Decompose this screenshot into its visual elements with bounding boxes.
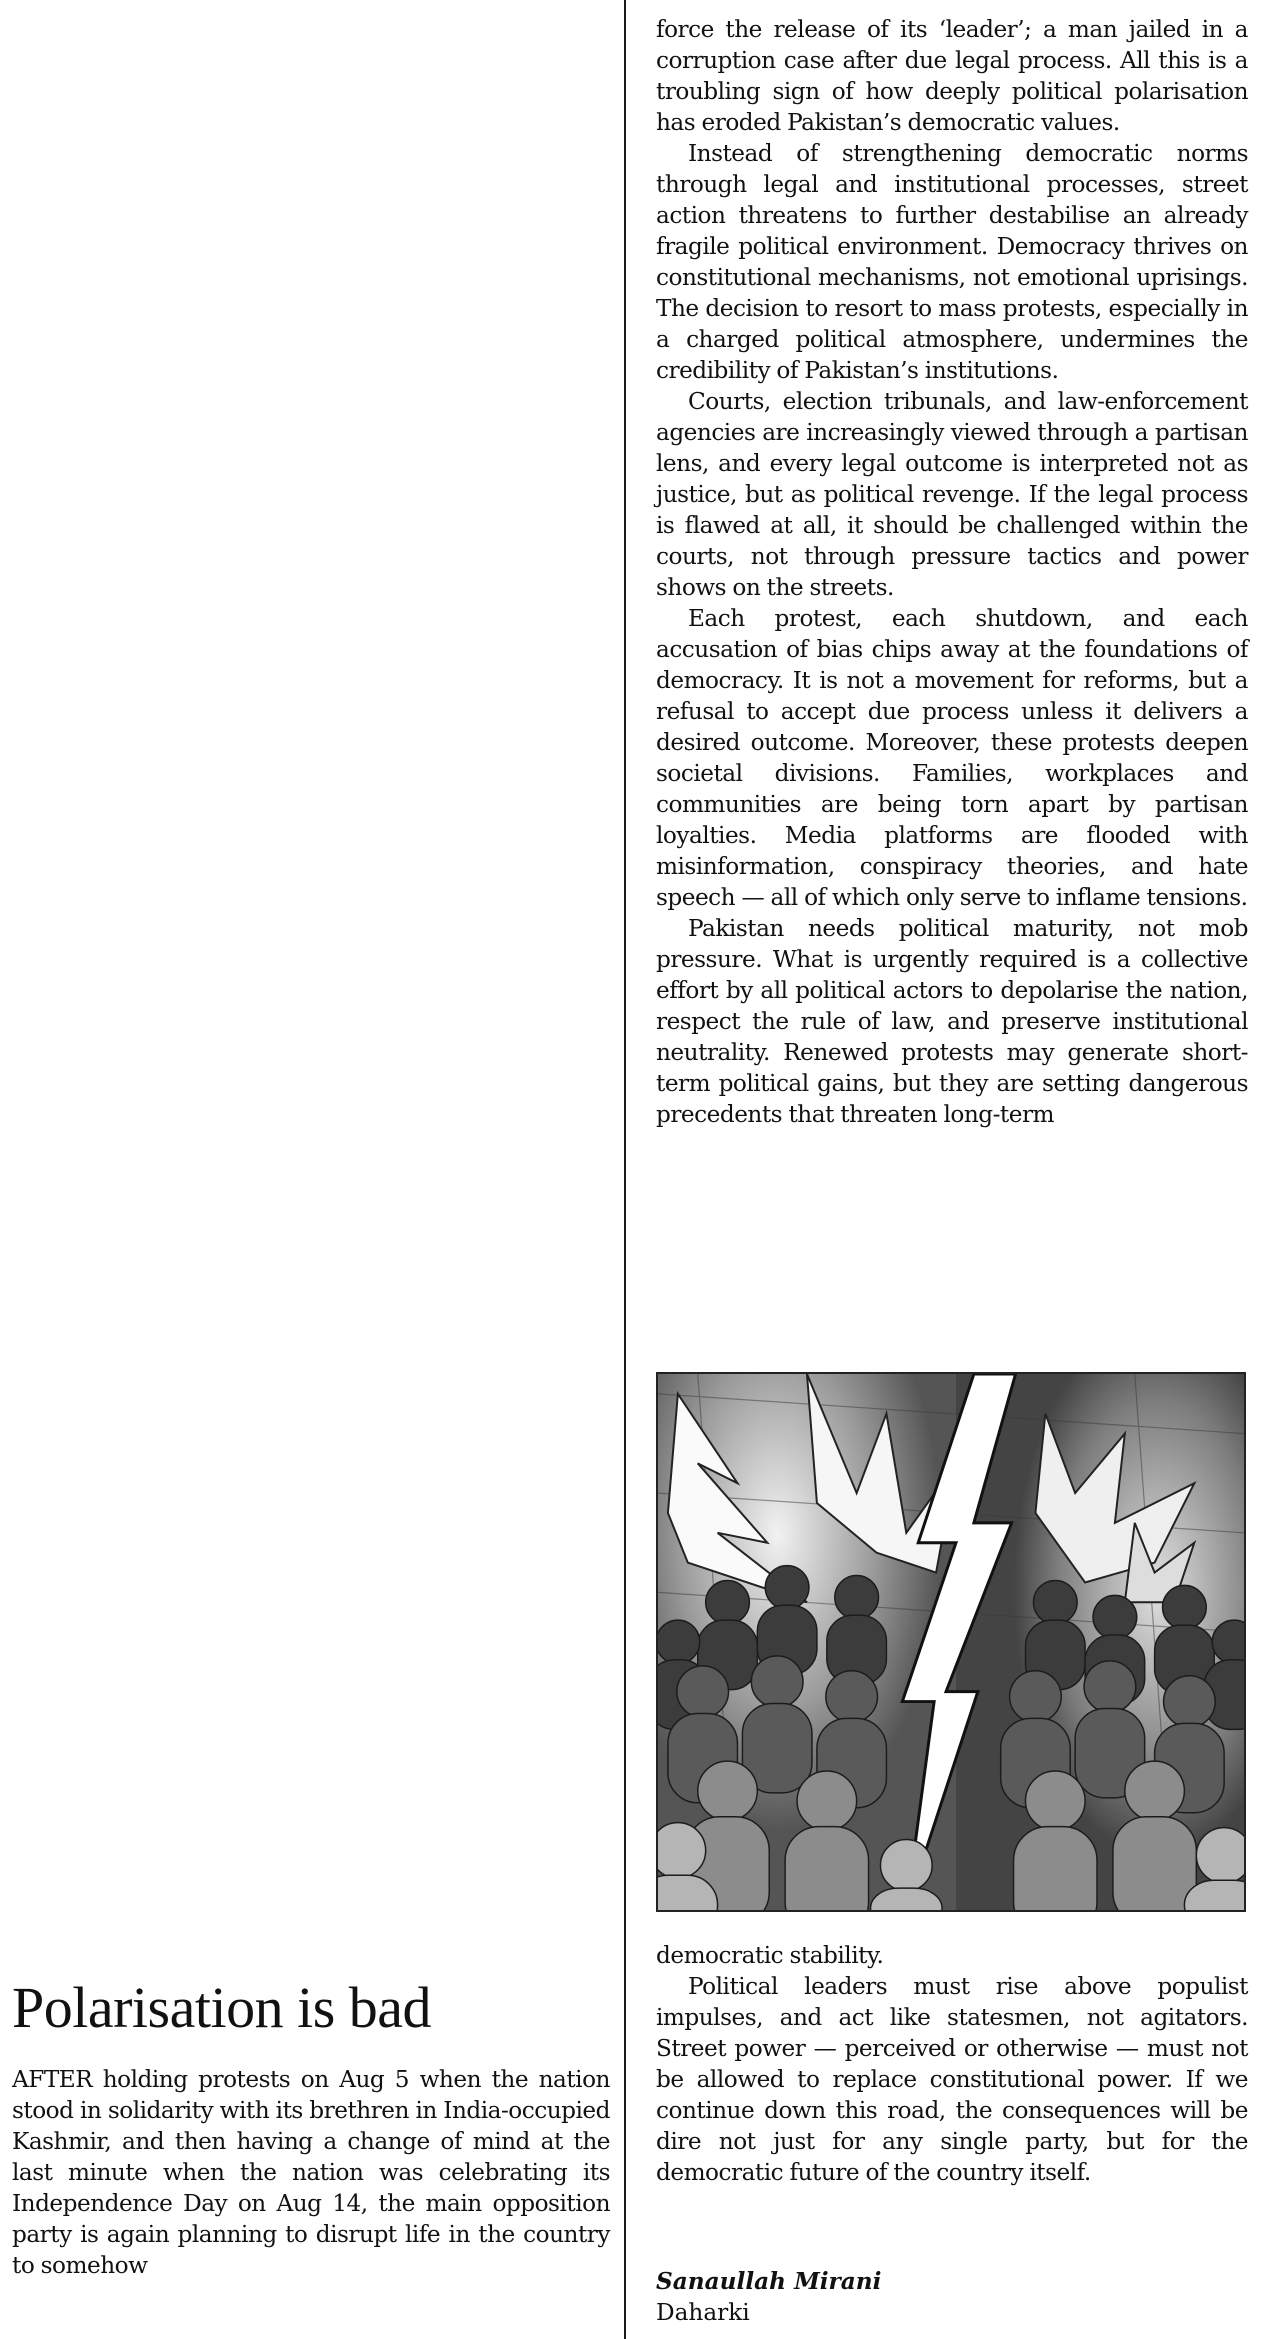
- paragraph-5: Pakistan needs political maturity, not mob pressure. What is urgently required is a collective effort by all political actors to depolarise the nation, respect the rule of law, and preserve institutional neutrality. Renewed protests may generate short-term political gains, but they are setting dangerous precedents that threaten long-term: [656, 915, 1248, 1128]
- column-divider: [624, 0, 626, 2339]
- right-column-top: [656, 14, 1248, 1130]
- author-location: Daharki: [656, 2299, 750, 2326]
- letter-body-part-2: [656, 14, 1248, 1130]
- paragraph-2: Instead of strengthening democratic norms through legal and institutional processes, street action threatens to further destabilise an already fragile political environment. Democracy thrives on constitutional mechanisms, not emotional uprisings. The decision to resort to mass protests, especially in a charged political atmosphere, undermines the credibility of Pakistan’s institutions.: [656, 140, 1248, 384]
- author-name: Sanaullah Mirani: [656, 2268, 882, 2295]
- crowd-lightning-illustration: [656, 1372, 1246, 1912]
- paragraph-1: force the release of its ‘leader’; a man jailed in a corruption case after due legal process. All this is a troubling sign of how deeply political polarisation has eroded Pakistan’s democratic values.: [656, 16, 1248, 136]
- paragraph-3: Courts, election tribunals, and law-enforcement agencies are increasingly viewed through a partisan lens, and every legal outcome is interpreted not as justice, but as political revenge. If the legal process is flawed at all, it should be challenged within the courts, not through pressure tactics and power shows on the streets.: [656, 388, 1248, 601]
- paragraph-continued: democratic stability.: [656, 1942, 884, 1969]
- paragraph-4: Each protest, each shutdown, and each accusation of bias chips away at the foundations of democracy. It is not a movement for reforms, but a refusal to accept due process unless it delivers a desired outcome. Moreover, these protests deepen societal divisions. Families, workplaces and communities are being torn apart by partisan loyalties. Media platforms are flooded with misinformation, conspiracy theories, and hate speech — all of which only serve to inflame tensions.: [656, 605, 1248, 911]
- letter-headline: Polarisation is bad: [12, 1975, 432, 2040]
- signoff: [656, 2266, 881, 2328]
- letter-body-part-1: [12, 2064, 610, 2281]
- paragraph-6: Political leaders must rise above populist impulses, and act like statesmen, not agitators. Street power — perceived or otherwise — must not be allowed to replace constitutional power. If we continue down this road, the consequences will be dire not just for any single party, but for the democratic future of the country itself.: [656, 1973, 1248, 2186]
- letter-body-part-3: [656, 1940, 1248, 2188]
- left-column: [12, 1976, 610, 2281]
- right-column-bottom: [656, 1940, 1248, 2188]
- opening-paragraph: AFTER holding protests on Aug 5 when the nation stood in solidarity with its brethren in India-occupied Kashmir, and then having a change of mind at the last minute when the nation was celebrating its Independence Day on Aug 14, the main opposition party is again planning to disrupt life in the country to somehow: [12, 2066, 610, 2279]
